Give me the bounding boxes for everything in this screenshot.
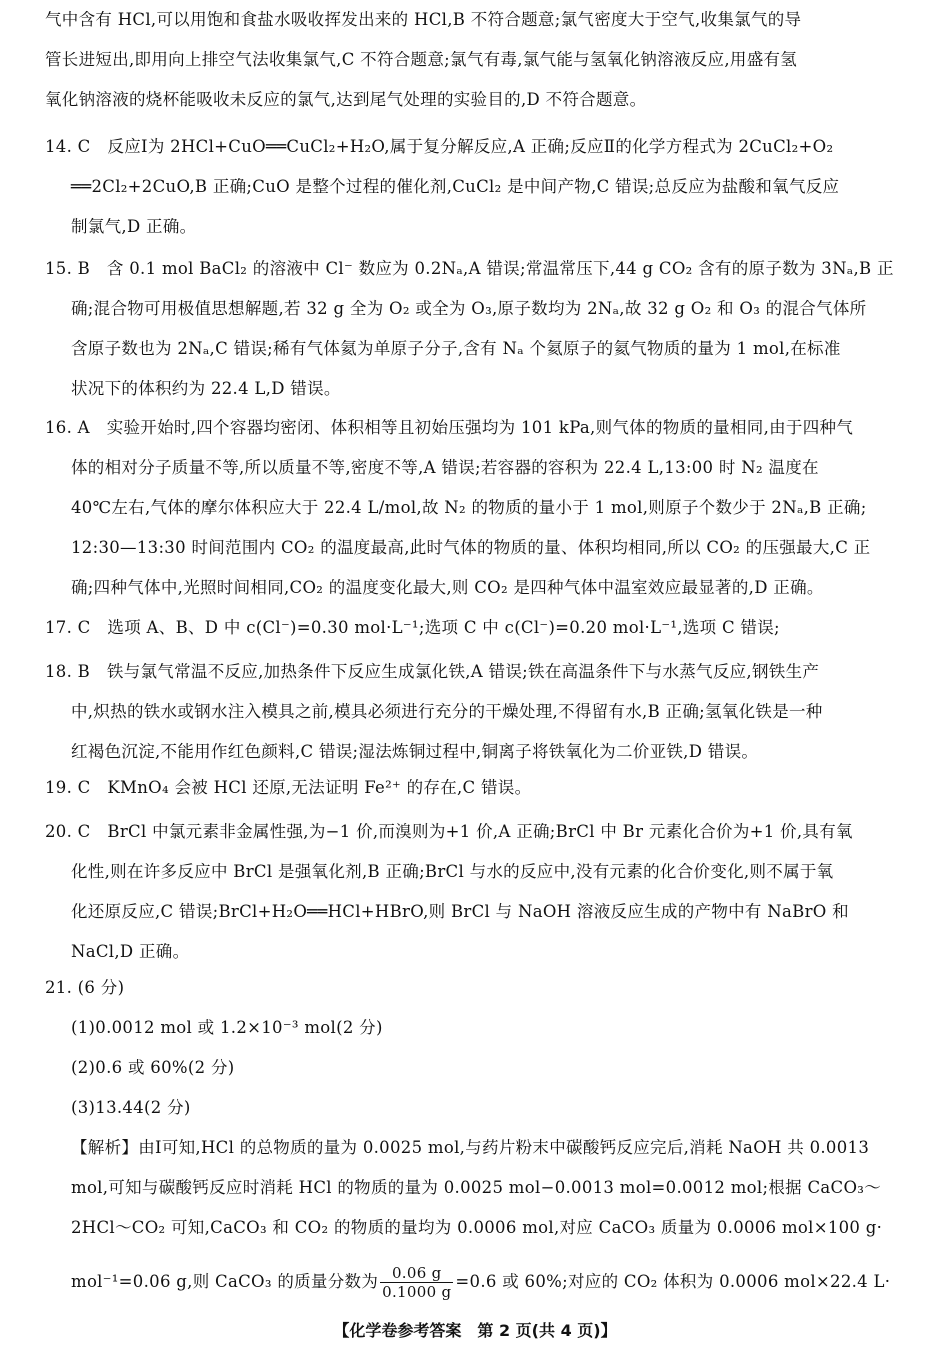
text-line: 化性,则在许多反应中 BrCl 是强氧化剂,B 正确;BrCl 与水的反应中,没有元素的化合价变化,则不属于氧 xyxy=(71,862,834,881)
text-line: 确;混合物可用极值思想解题,若 32 g 全为 O₂ 或全为 O₃,原子数均为 2Nₐ,故 32 g O₂ 和 O₃ 的混合气体所 xyxy=(71,299,867,318)
text-line: 气中含有 HCl,可以用饱和食盐水吸收挥发出来的 HCl,B 不符合题意;氯气密度大于空气,收集氯气的导 xyxy=(45,10,802,29)
answer-14-line: 14. C 反应Ⅰ为 2HCl+CuO══CuCl₂+H₂O,属于复分解反应,A 正确;反应Ⅱ的化学方程式为 2CuCl₂+O₂ xyxy=(45,137,834,156)
text-line: NaCl,D 正确。 xyxy=(71,942,190,961)
text-line: 管长进短出,即用向上排空气法收集氯气,C 不符合题意;氯气有毒,氯气能与氢氧化钠溶液反应,用盛有氢 xyxy=(45,50,798,69)
page-footer: 【化学卷参考答案 第 2 页(共 4 页)】 xyxy=(333,1321,617,1340)
text-line: 含原子数也为 2Nₐ,C 错误;稀有气体氦为单原子分子,含有 Nₐ 个氦原子的氦气物质的量为 1 mol,在标准 xyxy=(71,339,841,358)
text-line: mol,可知与碳酸钙反应时消耗 HCl 的物质的量为 0.0025 mol−0.0013 mol=0.0012 mol;根据 CaCO₃～ xyxy=(71,1178,882,1197)
fraction-line xyxy=(71,1262,890,1302)
answer-21-part-3: (3)13.44(2 分) xyxy=(71,1098,191,1117)
answer-17-line: 17. C 选项 A、B、D 中 c(Cl⁻)=0.30 mol·L⁻¹;选项 C 中 c(Cl⁻)=0.20 mol·L⁻¹,选项 C 错误; xyxy=(45,618,780,637)
answer-20-line: 20. C BrCl 中氯元素非金属性强,为−1 价,而溴则为+1 价,A 正确;BrCl 中 Br 元素化合价为+1 价,具有氧 xyxy=(45,822,853,841)
text-line: 中,炽热的铁水或钢水注入模具之前,模具必须进行充分的干燥处理,不得留有水,B 正确;氢氧化铁是一种 xyxy=(71,702,823,721)
answer-18-line: 18. B 铁与氯气常温不反应,加热条件下反应生成氯化铁,A 错误;铁在高温条件下与水蒸气反应,钢铁生产 xyxy=(45,662,820,681)
fraction-denominator: 0.1000 g xyxy=(382,1283,452,1301)
text-line: 制氯气,D 正确。 xyxy=(71,217,197,236)
answer-15-line: 15. B 含 0.1 mol BaCl₂ 的溶液中 Cl⁻ 数应为 0.2Nₐ,A 错误;常温常压下,44 g CO₂ 含有的原子数为 3Nₐ,B 正 xyxy=(45,259,894,278)
text-line: 状况下的体积约为 22.4 L,D 错误。 xyxy=(71,379,341,398)
answer-21-header: 21. (6 分) xyxy=(45,978,125,997)
answer-21-part-1: (1)0.0012 mol 或 1.2×10⁻³ mol(2 分) xyxy=(71,1018,383,1037)
text-line: 体的相对分子质量不等,所以质量不等,密度不等,A 错误;若容器的容积为 22.4 L,13:00 时 N₂ 温度在 xyxy=(71,458,819,477)
fraction-numerator: 0.06 g xyxy=(380,1264,453,1283)
answer-21-part-2: (2)0.6 或 60%(2 分) xyxy=(71,1058,235,1077)
text-segment: mol⁻¹=0.06 g,则 CaCO₃ 的质量分数为 xyxy=(71,1272,379,1291)
answer-16-line: 16. A 实验开始时,四个容器均密闭、体积相等且初始压强均为 101 kPa,则气体的物质的量相同,由于四种气 xyxy=(45,418,854,437)
text-line: 氧化钠溶液的烧杯能吸收未反应的氯气,达到尾气处理的实验目的,D 不符合题意。 xyxy=(45,90,647,109)
text-segment: =0.6 或 60%;对应的 CO₂ 体积为 0.0006 mol×22.4 L· xyxy=(455,1272,891,1291)
text-line: 12:30—13:30 时间范围内 CO₂ 的温度最高,此时气体的物质的量、体积均相同,所以 CO₂ 的压强最大,C 正 xyxy=(71,538,871,557)
text-line: 40℃左右,气体的摩尔体积应大于 22.4 L/mol,故 N₂ 的物质的量小于 1 mol,则原子个数少于 2Nₐ,B 正确; xyxy=(71,498,867,517)
text-line: ══2Cl₂+2CuO,B 正确;CuO 是整个过程的催化剂,CuCl₂ 是中间产物,C 错误;总反应为盐酸和氧气反应 xyxy=(71,177,840,196)
text-line: 化还原反应,C 错误;BrCl+H₂O══HCl+HBrO,则 BrCl 与 NaOH 溶液反应生成的产物中有 NaBrO 和 xyxy=(71,902,849,921)
mass-fraction xyxy=(380,1264,453,1301)
analysis-line: 【解析】由Ⅰ可知,HCl 的总物质的量为 0.0025 mol,与药片粉末中碳酸钙反应完后,消耗 NaOH 共 0.0013 xyxy=(71,1138,870,1157)
text-line: 红褐色沉淀,不能用作红色颜料,C 错误;湿法炼铜过程中,铜离子将铁氧化为二价亚铁,D 错误。 xyxy=(71,742,759,761)
text-line: 确;四种气体中,光照时间相同,CO₂ 的温度变化最大,则 CO₂ 是四种气体中温室效应最显著的,D 正确。 xyxy=(71,578,824,597)
text-line: 2HCl～CO₂ 可知,CaCO₃ 和 CO₂ 的物质的量均为 0.0006 mol,对应 CaCO₃ 质量为 0.0006 mol×100 g· xyxy=(71,1218,883,1237)
answer-19-line: 19. C KMnO₄ 会被 HCl 还原,无法证明 Fe²⁺ 的存在,C 错误。 xyxy=(45,778,532,797)
